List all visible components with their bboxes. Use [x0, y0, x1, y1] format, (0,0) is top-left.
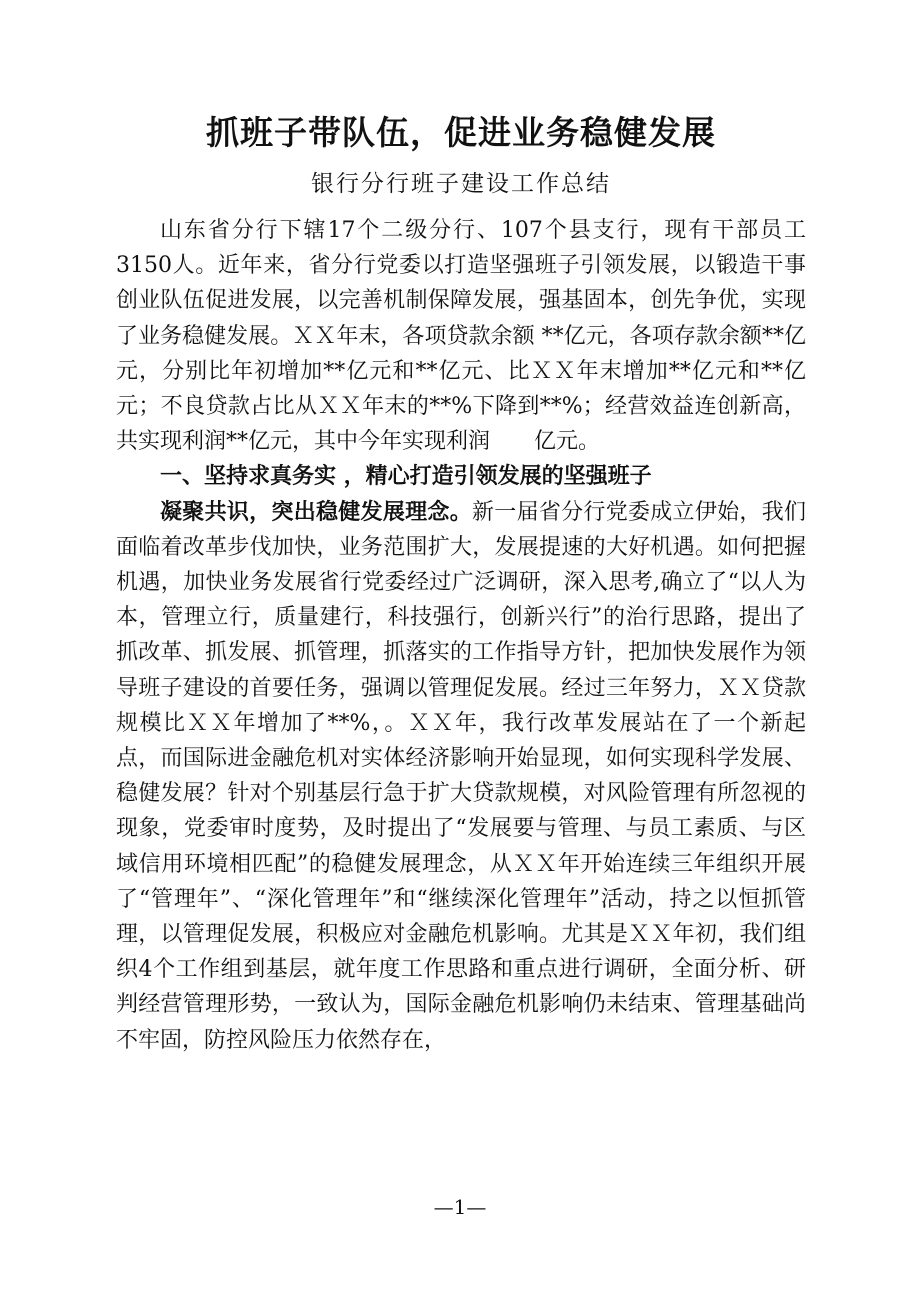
paragraph-intro: 山东省分行下辖17个二级分行、107个县支行，现有干部员工3150人。近年来，省分行党委以打造坚强班子引领发展，以锻造干事创业队伍促进发展，以完善机制保障发展，强基固本，创先争优，实现了业务稳健发展。ＸＸ年末，各项贷款余额 **亿元，各项存款余额**亿元，分别比年初增加**亿元和**亿元、比ＸＸ年末增加**亿元和**亿元；不良贷款占比从ＸＸ年末的**%下降到**%；经营效益连创新高，共实现利润**亿元，其中今年实现利润 亿元。 [116, 218, 806, 455]
page-number: —1— [433, 1195, 487, 1219]
paragraph-lead-bold: 凝聚共识，突出稳健发展理念。 [160, 499, 472, 525]
document-subtitle: 银行分行班子建设工作总结 [311, 171, 611, 197]
paragraph-consensus [116, 495, 806, 1058]
paragraph-consensus-text: 新一届省分行党委成立伊始，我们面临着改革步伐加快，业务范围扩大，发展提速的大好机遇。如何把握机遇，加快业务发展省行党委经过广泛调研，深入思考,确立了“以人为本，管理立行，质量建行，科技强行，创新兴行”的治行思路，提出了抓改革、抓发展、抓管理，抓落实的工作指导方针，把加快发展作为领导班子建设的首要任务，强调以管理促发展。经过三年努力，ＸＸ贷款规模比ＸＸ年增加了**%，。ＸＸ年，我行改革发展站在了一个新起点，而国际进金融危机对实体经济影响开始显现，如何实现科学发展、稳健发展？针对个别基层行急于扩大贷款规模，对风险管理有所忽视的现象，党委审时度势，及时提出了“发展要与管理、与员工素质、与区域信用环境相匹配”的稳健发展理念，从ＸＸ年开始连续三年组织开展了“管理年”、“深化管理年”和“继续深化管理年”活动，持之以恒抓管理，以管理促发展，积极应对金融危机影响。尤其是ＸＸ年初，我们组织4个工作组到基层，就年度工作思路和重点进行调研，全面分析、研判经营管理形势，一致认为，国际金融危机影响仍未结束、管理基础尚不牢固，防控风险压力依然存在， [116, 499, 806, 1053]
document-body [116, 213, 806, 1058]
section-heading-1: 一、坚持求真务实 ，精心打造引领发展的坚强班子 [160, 464, 652, 490]
document-title: 抓班子带队伍，促进业务稳健发展 [206, 113, 716, 152]
